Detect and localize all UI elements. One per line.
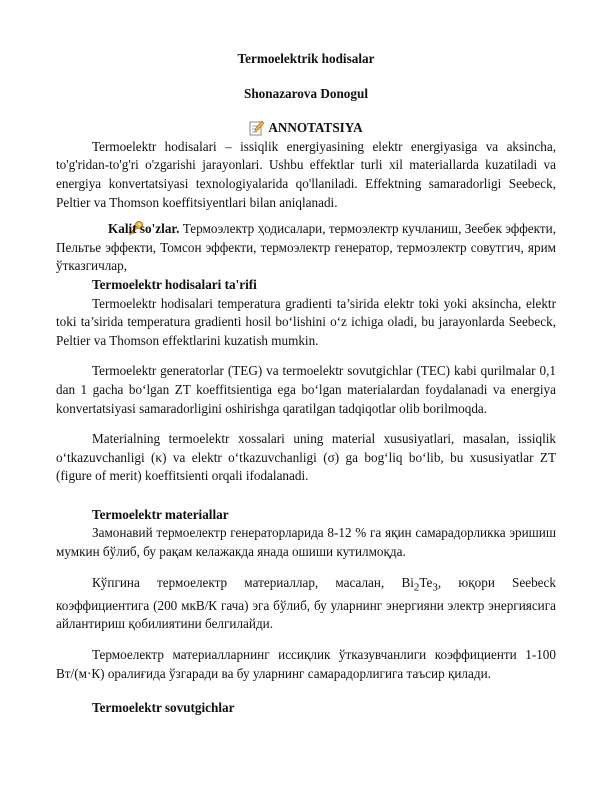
section-heading-definition: Termoelektr hodisalari ta'rifi	[92, 276, 257, 292]
subscript-3: 3	[432, 581, 438, 594]
keywords-text: Термоэлектр ҳодисалари, термоэлектр кучланиш, Зеебек эффекти, Пельтье эффекти, Томсон эффекти, термоэлектр генератор, термоэлектр совутгич, ярим ўтказгичлар,	[56, 221, 556, 274]
definition-paragraph-3: Materialning termoelektr xossalari uning material xususiyatlari, masalan, issiqlik o‘tkazuvchanligi (κ) va elektr o‘tkazuvchanligi (σ) ga bog‘liq bo‘lib, bu xususiyatlar ZT (figure of merit) koeffitsienti orqali ifodalanadi.	[56, 431, 556, 484]
key-icon	[92, 220, 108, 236]
section-heading-coolers: Termoelektr sovutgichlar	[92, 700, 235, 716]
definition-paragraph-2: Termoelektr generatorlar (TEG) va termoelektr sovutgichlar (TEC) kabi qurilmalar 0,1 dan 1 gacha bo‘lgan ZT koeffitsientiga ega bo‘lgan materialardan foydalanadi va energiya konvertatsiyasi samaradorligini oshirishga qaratilgan tadqiqotlar olib borilmoqda.	[56, 363, 556, 416]
materials-paragraph-1: Замонавий термоелектр генераторларида 8-12 % га яқин самарадорликка эришиш мумкин бўлиб, бу рақам келажакда янада ошиши кутилмоқда.	[56, 525, 556, 560]
annotation-heading	[56, 119, 556, 138]
document-page	[56, 40, 556, 718]
materials-paragraph-2	[56, 574, 556, 634]
materials-p2-text-c: , юқори Seebeck коэффициентига (200 мкВ/К гача) эга бўлиб, бу уларнинг энергияни электр энергиясига айлантириш қобилиятини белгилайди.	[56, 574, 556, 632]
keywords-paragraph	[56, 220, 556, 276]
author-name: Shonazarova Donogul	[244, 85, 368, 101]
subscript-2: 2	[413, 581, 420, 594]
materials-p2-text-a: Кўпгина термоелектр материаллар, масалан, Bi	[92, 574, 414, 590]
annotation-heading-text: ANNOTATSIYA	[268, 120, 363, 136]
section-heading-materials: Termoelektr materiallar	[92, 506, 229, 522]
annotation-text: Termoelektr hodisalari – issiqlik energiyasining elektr energiyasiga va aksincha, to'g'ridan-to'g'ri o'zgarishi jarayonlari. Ushbu effektlar turli xil materiallarda kuzatiladi va energiya konvertatsiyasi texnologiyalarida qo'llaniladi. Effektning samaradorligi Seebeck, Peltier va Thomson koeffitsiyentlari bilan aniqlanadi.	[56, 138, 556, 210]
paper-title: Termoelektrik hodisalar	[237, 51, 375, 66]
materials-paragraph-3: Термоелектр материалларнинг иссиқлик ўтказувчанлиги коэффициенти 1-100 Вт/(м·К) оралиғида ўзгаради ва бу уларнинг самарадорлигига таъсир қилади.	[56, 647, 556, 681]
memo-pencil-icon	[249, 120, 265, 136]
definition-paragraph-1: Termoelektr hodisalari temperatura gradienti ta’sirida elektr toki yoki aksincha, elektr toki ta’sirida temperatura gradienti hosil bo‘lishini o‘z ichiga oladi, bu jarayonlarda Seebeck, Peltier va Thomson effektlarini kuzatish mumkin.	[56, 295, 556, 348]
keywords-label: Kalit so'zlar.	[108, 221, 180, 237]
materials-p2-text-b: Te	[419, 574, 433, 590]
